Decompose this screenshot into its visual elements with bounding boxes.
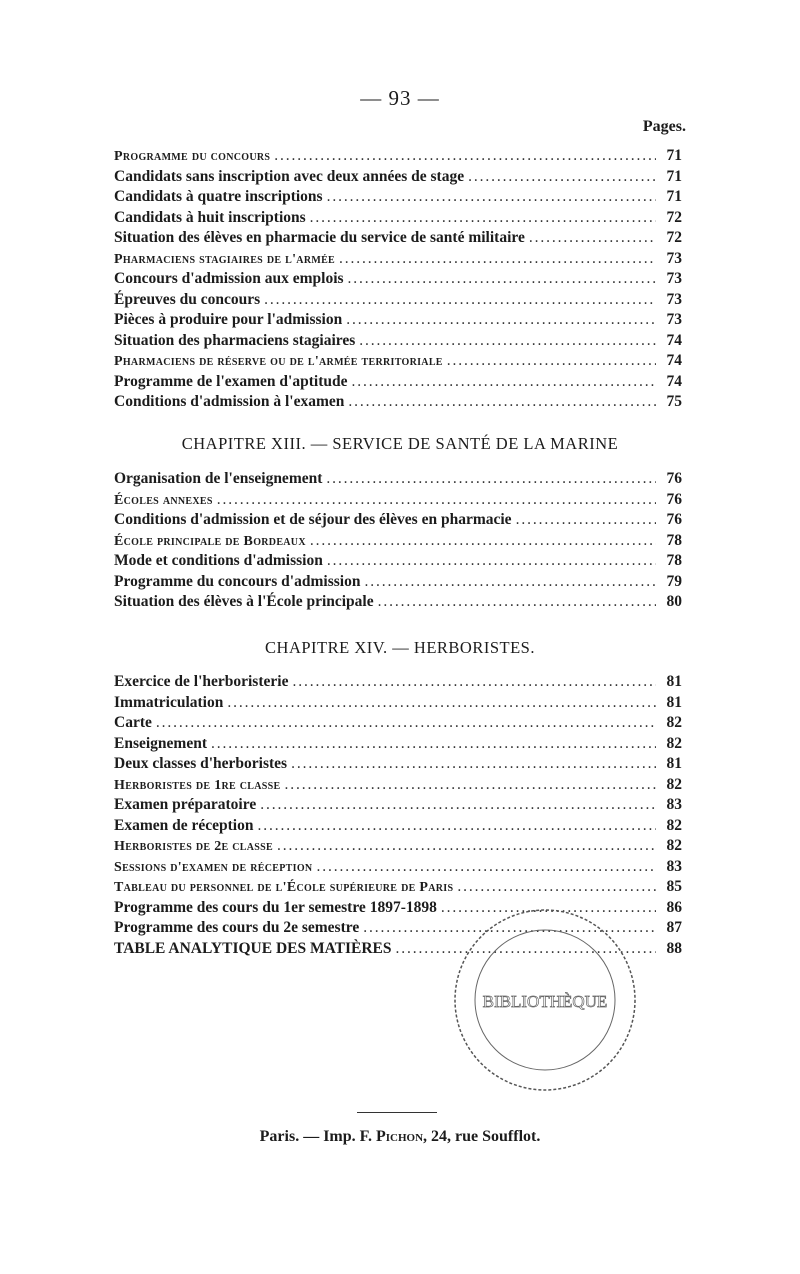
- dot-leader: [257, 816, 656, 837]
- page-number: — 93 —: [360, 86, 440, 110]
- dot-leader: [211, 734, 656, 755]
- toc-entry-page: 71: [666, 167, 682, 185]
- toc-entry: [114, 795, 682, 816]
- chapter-13-heading: CHAPITRE XIII. — SERVICE DE SANTÉ DE LA MARINE: [181, 434, 619, 453]
- dot-leader: [227, 693, 656, 714]
- dot-leader: [529, 228, 656, 249]
- toc-entry-page: 75: [666, 393, 682, 410]
- dot-leader: [339, 249, 656, 270]
- dot-leader: [217, 490, 656, 511]
- toc-entry-title: Examen de réception: [114, 816, 254, 834]
- toc-entry-page: 81: [666, 693, 682, 711]
- dot-leader: [327, 551, 656, 572]
- dot-leader: [277, 836, 656, 857]
- toc-entry-title: TABLE ANALYTIQUE DES MATIÈRES: [114, 939, 392, 957]
- toc-entry-page: 73: [666, 311, 682, 328]
- toc-entry-page: 82: [666, 775, 682, 793]
- toc-entry: [114, 310, 682, 331]
- dot-leader: [348, 392, 656, 413]
- toc-entry-title: Programme des cours du 2e semestre: [114, 919, 360, 936]
- imprint-divider: [357, 1112, 437, 1113]
- toc-entry-title: Situation des élèves à l'École principale: [114, 593, 374, 610]
- dot-leader: [264, 290, 656, 311]
- toc-entry: [114, 351, 682, 372]
- toc-entry: [114, 734, 682, 755]
- toc-entry-page: 83: [666, 857, 682, 875]
- dot-leader: [310, 208, 656, 229]
- toc-entry-page: 74: [666, 331, 682, 349]
- toc-entry-title: Programme du concours: [114, 149, 271, 164]
- toc-entry-page: 74: [666, 352, 682, 369]
- imprint-city: Paris.: [259, 1128, 300, 1145]
- toc-entry-page: 85: [666, 878, 682, 895]
- toc-entry: [114, 510, 682, 531]
- toc-entry-page: 76: [666, 490, 682, 508]
- stamp-text: BIBLIOTHÈQUE: [482, 992, 608, 1011]
- toc-entry-page: 74: [666, 372, 682, 390]
- dot-leader: [378, 592, 656, 613]
- toc-entry: [114, 392, 682, 413]
- toc-entry: [114, 592, 682, 613]
- toc-entry-page: 86: [666, 898, 682, 916]
- toc-entry-title: Épreuves du concours: [114, 290, 261, 308]
- toc-entry-page: 73: [666, 290, 682, 308]
- toc-entry: [114, 167, 682, 188]
- toc-entry: [114, 672, 682, 693]
- toc-entry: [114, 816, 682, 837]
- toc-entry-title: Enseignement: [114, 734, 207, 752]
- toc-entry: [114, 490, 682, 511]
- dot-leader: [327, 187, 656, 208]
- toc-entry: [114, 713, 682, 734]
- toc-entry-title: Programme de l'examen d'aptitude: [114, 372, 348, 390]
- toc-entry: [114, 372, 682, 393]
- toc-entry: [114, 572, 682, 593]
- toc-entry-page: 87: [666, 919, 682, 936]
- toc-entry: [114, 146, 682, 167]
- toc-entry-page: 82: [666, 816, 682, 834]
- toc-entry-title: Programme du concours d'admission: [114, 572, 361, 590]
- toc-entry-title: Tableau du personnel de l'École supérieure de Paris: [114, 880, 454, 895]
- toc-entry-page: 81: [666, 755, 682, 772]
- dot-leader: [156, 713, 656, 734]
- toc-entry-page: 78: [666, 531, 682, 549]
- toc-entry-page: 82: [666, 714, 682, 731]
- toc-entry-title: Deux classes d'herboristes: [114, 755, 288, 772]
- toc-entry-page: 88: [666, 939, 682, 957]
- toc-entry-title: Situation des élèves en pharmacie du service de santé militaire: [114, 229, 525, 246]
- toc-entry-page: 78: [666, 552, 682, 569]
- dot-leader: [457, 877, 656, 898]
- toc-entry: [114, 754, 682, 775]
- toc-entry-title: Organisation de l'enseignement: [114, 470, 323, 487]
- dot-leader: [348, 269, 656, 290]
- toc-entry: [114, 857, 682, 878]
- toc-entry-page: 71: [666, 147, 682, 164]
- toc-entry-title: Immatriculation: [114, 693, 224, 711]
- toc-entry-title: Examen préparatoire: [114, 796, 257, 813]
- toc-entry-page: 72: [666, 208, 682, 226]
- toc-entry: [114, 531, 682, 552]
- toc-entry-title: Herboristes de 2e classe: [114, 839, 273, 854]
- toc-entry-title: Mode et conditions d'admission: [114, 552, 323, 569]
- toc-entry-page: 83: [666, 796, 682, 813]
- toc-entry-title: Exercice de l'herboristerie: [114, 673, 289, 690]
- toc-entry-title: Candidats à quatre inscriptions: [114, 188, 323, 205]
- toc-entry: [114, 775, 682, 796]
- toc-entry: [114, 249, 682, 270]
- imprint-address: , 24, rue Soufflot.: [423, 1128, 541, 1145]
- dot-leader: [364, 572, 656, 593]
- dot-leader: [346, 310, 656, 331]
- toc-entry: [114, 187, 682, 208]
- dot-leader: [310, 531, 656, 552]
- toc-entry-page: 76: [666, 511, 682, 528]
- toc-entry-title: Écoles annexes: [114, 492, 213, 508]
- imprint-text: — Imp. F.: [299, 1128, 376, 1145]
- toc-entry: [114, 228, 682, 249]
- toc-entry-page: 82: [666, 734, 682, 752]
- chapter-14-heading: CHAPITRE XIV. — HERBORISTES.: [265, 638, 535, 657]
- dot-leader: [292, 672, 656, 693]
- dot-leader: [447, 351, 656, 372]
- toc-entry-title: Pharmaciens de réserve ou de l'armée territoriale: [114, 354, 443, 369]
- toc-entry-page: 76: [666, 470, 682, 487]
- toc-entry-page: 80: [666, 593, 682, 610]
- printer-imprint: [0, 1128, 800, 1146]
- toc-entry-page: 79: [666, 572, 682, 590]
- toc-entry: [114, 208, 682, 229]
- toc-entry: [114, 877, 682, 898]
- toc-entry-title: Carte: [114, 714, 152, 731]
- toc-entry: [114, 551, 682, 572]
- toc-entry-title: Concours d'admission aux emplois: [114, 270, 344, 287]
- toc-entry-title: Programme des cours du 1er semestre 1897-1898: [114, 898, 437, 916]
- dot-leader: [359, 331, 656, 352]
- toc-entry-title: Herboristes de 1re classe: [114, 777, 281, 793]
- toc-entry-title: Situation des pharmaciens stagiaires: [114, 331, 356, 349]
- imprint-printer: Pichon: [375, 1128, 424, 1145]
- toc-entry-title: Candidats à huit inscriptions: [114, 208, 306, 226]
- dot-leader: [516, 510, 656, 531]
- toc-entry-title: Conditions d'admission et de séjour des élèves en pharmacie: [114, 511, 512, 528]
- toc-entry-page: 71: [666, 188, 682, 205]
- dot-leader: [351, 372, 656, 393]
- toc-section-pharmaciens-militaires: [114, 146, 682, 413]
- dot-leader: [285, 775, 657, 796]
- toc-entry-page: 82: [666, 837, 682, 854]
- toc-entry: [114, 290, 682, 311]
- toc-entry-page: 73: [666, 249, 682, 267]
- dot-leader: [291, 754, 656, 775]
- toc-entry: [114, 693, 682, 714]
- toc-entry: [114, 836, 682, 857]
- dot-leader: [274, 146, 656, 167]
- toc-entry-title: Pharmaciens stagiaires de l'armée: [114, 251, 336, 267]
- toc-entry-page: 81: [666, 673, 682, 690]
- dot-leader: [260, 795, 656, 816]
- dot-leader: [326, 469, 656, 490]
- toc-entry-page: 72: [666, 229, 682, 246]
- toc-entry-title: Conditions d'admission à l'examen: [114, 393, 345, 410]
- dot-leader: [468, 167, 656, 188]
- toc-entry-title: Sessions d'examen de réception: [114, 859, 313, 875]
- toc-entry: [114, 469, 682, 490]
- toc-entry: [114, 269, 682, 290]
- toc-entry-title: Candidats sans inscription avec deux années de stage: [114, 167, 465, 185]
- toc-entry-page: 73: [666, 270, 682, 287]
- pages-column-label: Pages.: [642, 118, 686, 135]
- toc-entry-title: École principale de Bordeaux: [114, 533, 306, 549]
- library-stamp: [450, 905, 640, 1095]
- toc-section-marine: [114, 469, 682, 613]
- dot-leader: [316, 857, 656, 878]
- toc-entry: [114, 331, 682, 352]
- toc-entry-title: Pièces à produire pour l'admission: [114, 311, 343, 328]
